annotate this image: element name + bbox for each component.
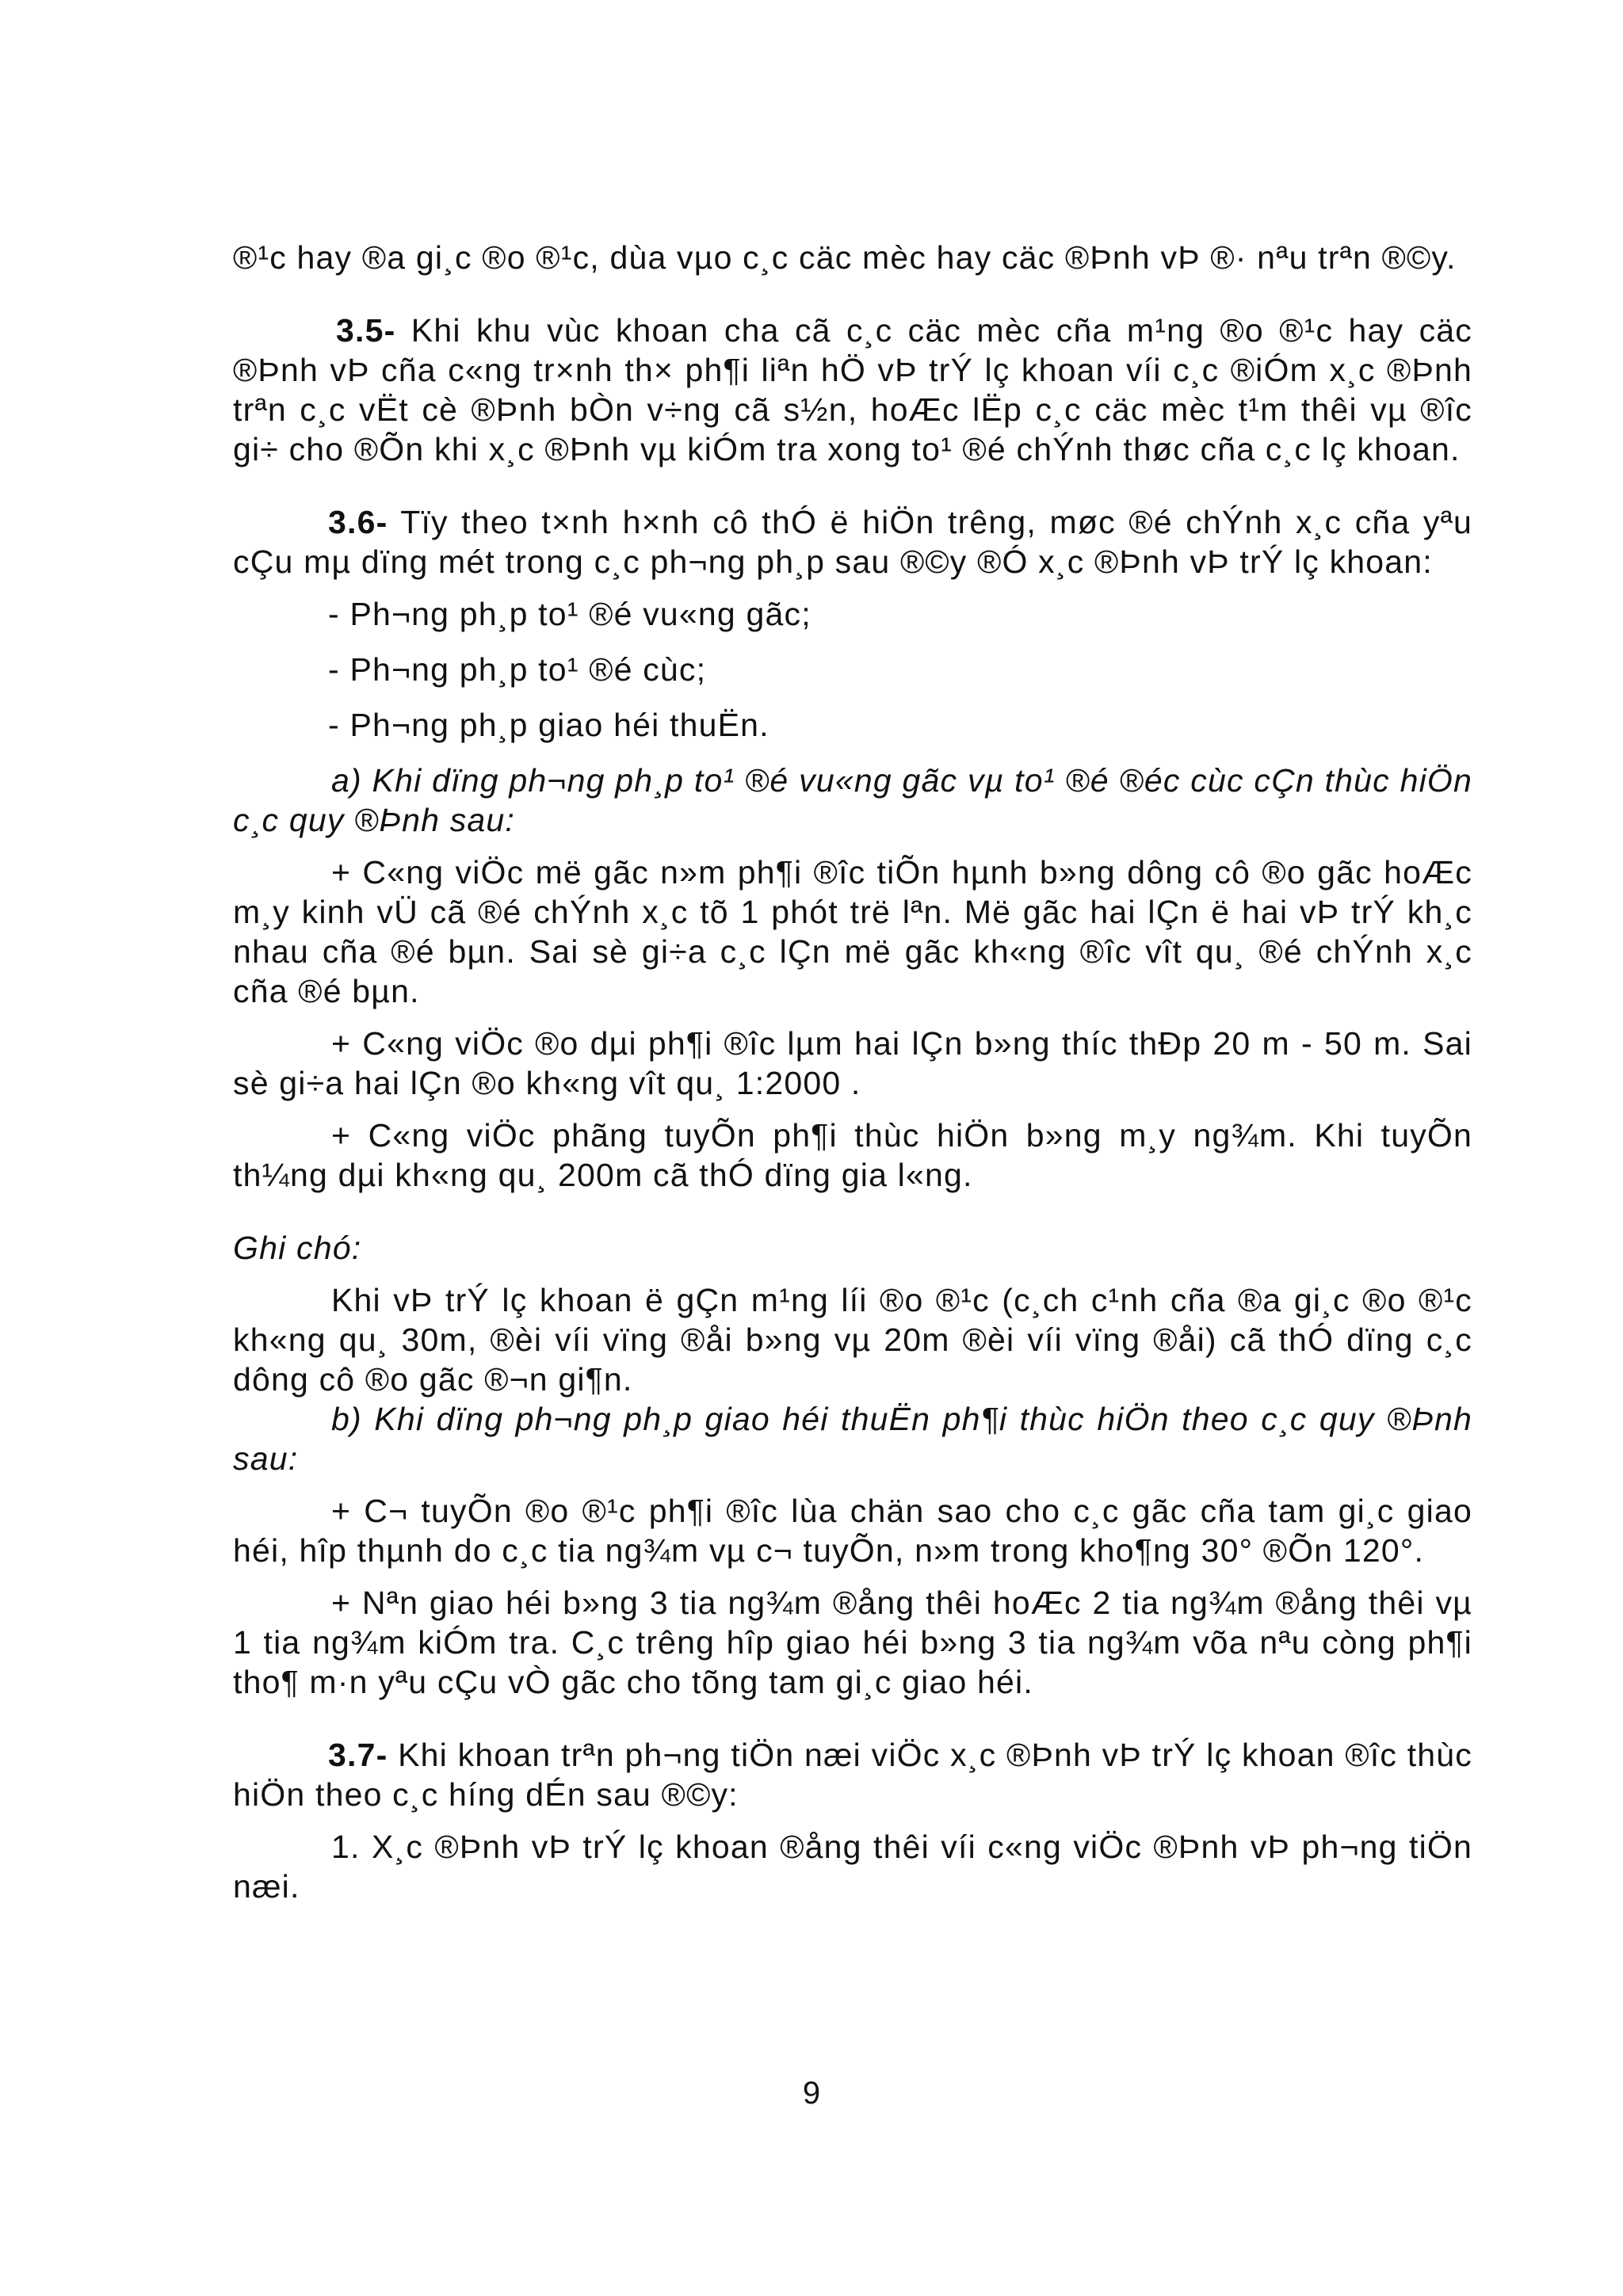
- section-3-6: [233, 502, 1472, 582]
- page-body: [233, 238, 1472, 1906]
- subsection-a-heading: a) Khi dïng ph¬ng ph¸p to¹ ®é vu«ng gãc vµ to¹ ®é ®éc cùc cÇn thùc hiÖn c¸c quy ®Þnh sau:: [233, 762, 1472, 838]
- subsection-b-item-1: + C¬ tuyÕn ®o ®¹c ph¶i ®îc lùa chän sao cho c¸c gãc cña tam gi¸c giao héi, hîp thµnh do c¸c tia ng¾m vµ c¬ tuyÕn, n»m trong kho¶ng 30° ®Õn 120°.: [233, 1493, 1472, 1569]
- subsection-a-item-3: + C«ng viÖc phãng tuyÕn ph¶i thùc hiÖn b»ng m¸y ng¾m. Khi tuyÕn th¼ng dµi kh«ng qu¸ 200m cã thÓ dïng gia l«ng.: [233, 1117, 1472, 1193]
- subsection-b-item-2: + Nªn giao héi b»ng 3 tia ng¾m ®ång thêi hoÆc 2 tia ng¾m ®ång thêi vµ 1 tia ng¾m kiÓm tra. C¸c trêng hîp giao héi b»ng 3 tia ng¾m võa nªu còng ph¶i tho¶ m·n yªu cÇu vÒ gãc cho tõng tam gi¸c giao héi.: [233, 1585, 1472, 1700]
- note-text: Khi vÞ trÝ lç khoan ë gÇn m¹ng líi ®o ®¹c (c¸ch c¹nh cña ®a gi¸c ®o ®¹c kh«ng qu¸ 30m, ®èi víi vïng ®åi b»ng vµ 20m ®èi víi vïng ®åi) cã thÓ dïng c¸c dông cô ®o gãc ®¬n gi¶n.: [233, 1282, 1472, 1398]
- subsection-b-heading: b) Khi dïng ph¬ng ph¸p giao héi thuËn ph¶i thùc hiÖn theo c¸c quy ®Þnh sau:: [233, 1401, 1472, 1477]
- subsection-a-item-1: + C«ng viÖc më gãc n»m ph¶i ®îc tiÕn hµnh b»ng dông cô ®o gãc hoÆc m¸y kinh vÜ cã ®é chÝnh x¸c tõ 1 phót trë lªn. Më gãc hai lÇn ë hai vÞ trÝ kh¸c nhau cña ®é bµn. Sai sè gi÷a c¸c lÇn më gãc kh«ng ®îc vît qu¸ ®é chÝnh x¸c cña ®é bµn.: [233, 854, 1472, 1009]
- list-item: - Ph¬ng ph¸p to¹ ®é vu«ng gãc;: [328, 596, 812, 632]
- section-3-5-text: Khi khu vùc khoan cha cã c¸c cäc mèc cña m¹ng ®o ®¹c hay cäc ®Þnh vÞ cña c«ng tr×nh th× ph¶i liªn hÖ vÞ trÝ lç khoan víi c¸c ®iÓm x¸c ®Þnh trªn c¸c vËt cè ®Þnh bÒn v÷ng cã s½n, hoÆc lËp c¸c cäc mèc t¹m thêi vµ ®îc gi÷ cho ®Õn khi x¸c ®Þnh vµ kiÓm tra xong to¹ ®é chÝnh thøc cña c¸c lç khoan.: [233, 312, 1472, 467]
- section-3-7-item-1: 1. X¸c ®Þnh vÞ trÝ lç khoan ®ång thêi víi c«ng viÖc ®Þnh vÞ ph¬ng tiÖn næi.: [233, 1829, 1472, 1905]
- subsection-a-item-2: + C«ng viÖc ®o dµi ph¶i ®îc lµm hai lÇn b»ng thíc thÐp 20 m - 50 m. Sai sè gi÷a hai lÇn ®o kh«ng vît qu¸ 1:2000 .: [233, 1025, 1472, 1101]
- note-label: Ghi chó:: [233, 1230, 362, 1266]
- list-item: - Ph¬ng ph¸p giao héi thuËn.: [328, 707, 769, 743]
- section-3-5: [233, 311, 1472, 469]
- section-3-6-number: 3.6-: [328, 504, 388, 540]
- section-3-5-number: 3.5-: [336, 312, 396, 349]
- page-number: 9: [802, 2076, 821, 2111]
- section-3-7-number: 3.7-: [328, 1737, 388, 1773]
- paragraph-continuation: ®¹c hay ®a gi¸c ®o ®¹c, dùa vµo c¸c cäc mèc hay cäc ®Þnh vÞ ®· nªu trªn ®©y.: [233, 239, 1457, 276]
- method-list: [233, 594, 1472, 745]
- list-item: - Ph¬ng ph¸p to¹ ®é cùc;: [328, 651, 707, 688]
- section-3-7-text: Khi khoan trªn ph¬ng tiÖn næi viÖc x¸c ®Þnh vÞ trÝ lç khoan ®îc thùc hiÖn theo c¸c híng dÉn sau ®©y:: [233, 1737, 1472, 1813]
- section-3-6-text: Tïy theo t×nh h×nh cô thÓ ë hiÖn trêng, møc ®é chÝnh x¸c cña yªu cÇu mµ dïng mét trong c¸c ph¬ng ph¸p sau ®©y ®Ó x¸c ®Þnh vÞ trÝ lç khoan:: [233, 504, 1472, 580]
- section-3-7: [233, 1735, 1472, 1814]
